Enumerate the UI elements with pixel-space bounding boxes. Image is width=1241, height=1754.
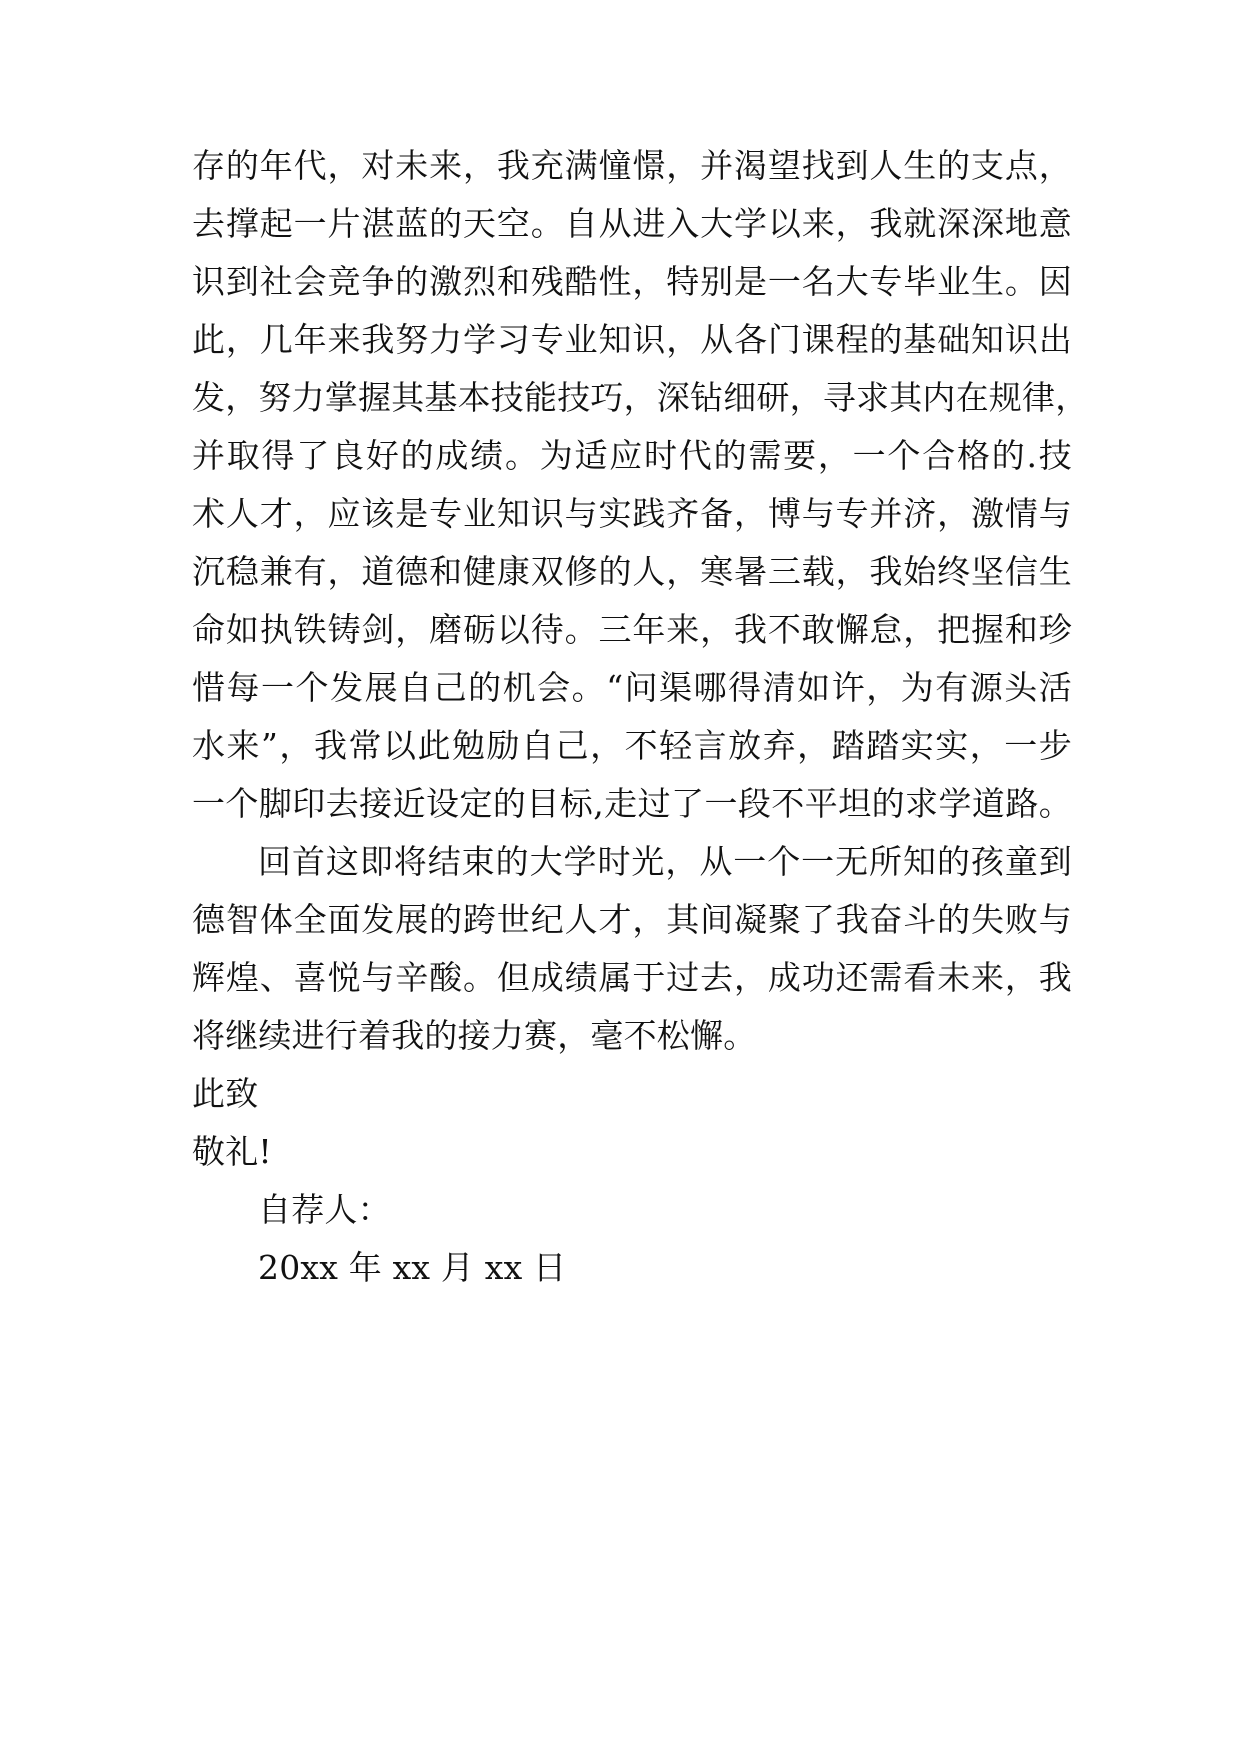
text-line: 一个脚印去接近设定的目标,走过了一段不平坦的求学道路。 [192, 784, 1072, 823]
text-line: 命如执铁铸剑，磨砺以待。三年来，我不敢懈怠，把握和珍 [192, 610, 1072, 649]
signature-label: 自荐人： [258, 1190, 391, 1229]
text-line: 存的年代，对未来，我充满憧憬，并渴望找到人生的支点， [192, 146, 1072, 185]
text-line: 并取得了良好的成绩。为适应时代的需要，一个合格的.技 [192, 436, 1072, 475]
closing-salutation: 此致 [192, 1074, 259, 1113]
text-line: 识到社会竞争的激烈和残酷性，特别是一名大专毕业生。因 [192, 262, 1072, 301]
text-line: 回首这即将结束的大学时光，从一个一无所知的孩童到 [258, 842, 1072, 881]
text-line: 术人才，应该是专业知识与实践齐备，博与专并济，激情与 [192, 494, 1072, 533]
text-line: 辉煌、喜悦与辛酸。但成绩属于过去，成功还需看未来，我 [192, 958, 1072, 997]
text-line: 去撑起一片湛蓝的天空。自从进入大学以来，我就深深地意 [192, 204, 1072, 243]
text-line: 惜每一个发展自己的机会。“问渠哪得清如许，为有源头活 [192, 668, 1072, 707]
text-line: 此，几年来我努力学习专业知识，从各门课程的基础知识出 [192, 320, 1072, 359]
text-line: 德智体全面发展的跨世纪人才，其间凝聚了我奋斗的失败与 [192, 900, 1072, 939]
text-line: 沉稳兼有，道德和健康双修的人，寒暑三载，我始终坚信生 [192, 552, 1072, 591]
text-line: 将继续进行着我的接力赛，毫不松懈。 [192, 1016, 757, 1055]
text-line: 发，努力掌握其基本技能技巧，深钻细研，寻求其内在规律， [192, 378, 1089, 417]
date-line: 20xx 年 xx 月 xx 日 [258, 1248, 567, 1287]
text-line: 水来”，我常以此勉励自己，不轻言放弃，踏踏实实，一步 [192, 726, 1072, 765]
closing-regards: 敬礼! [192, 1132, 272, 1171]
